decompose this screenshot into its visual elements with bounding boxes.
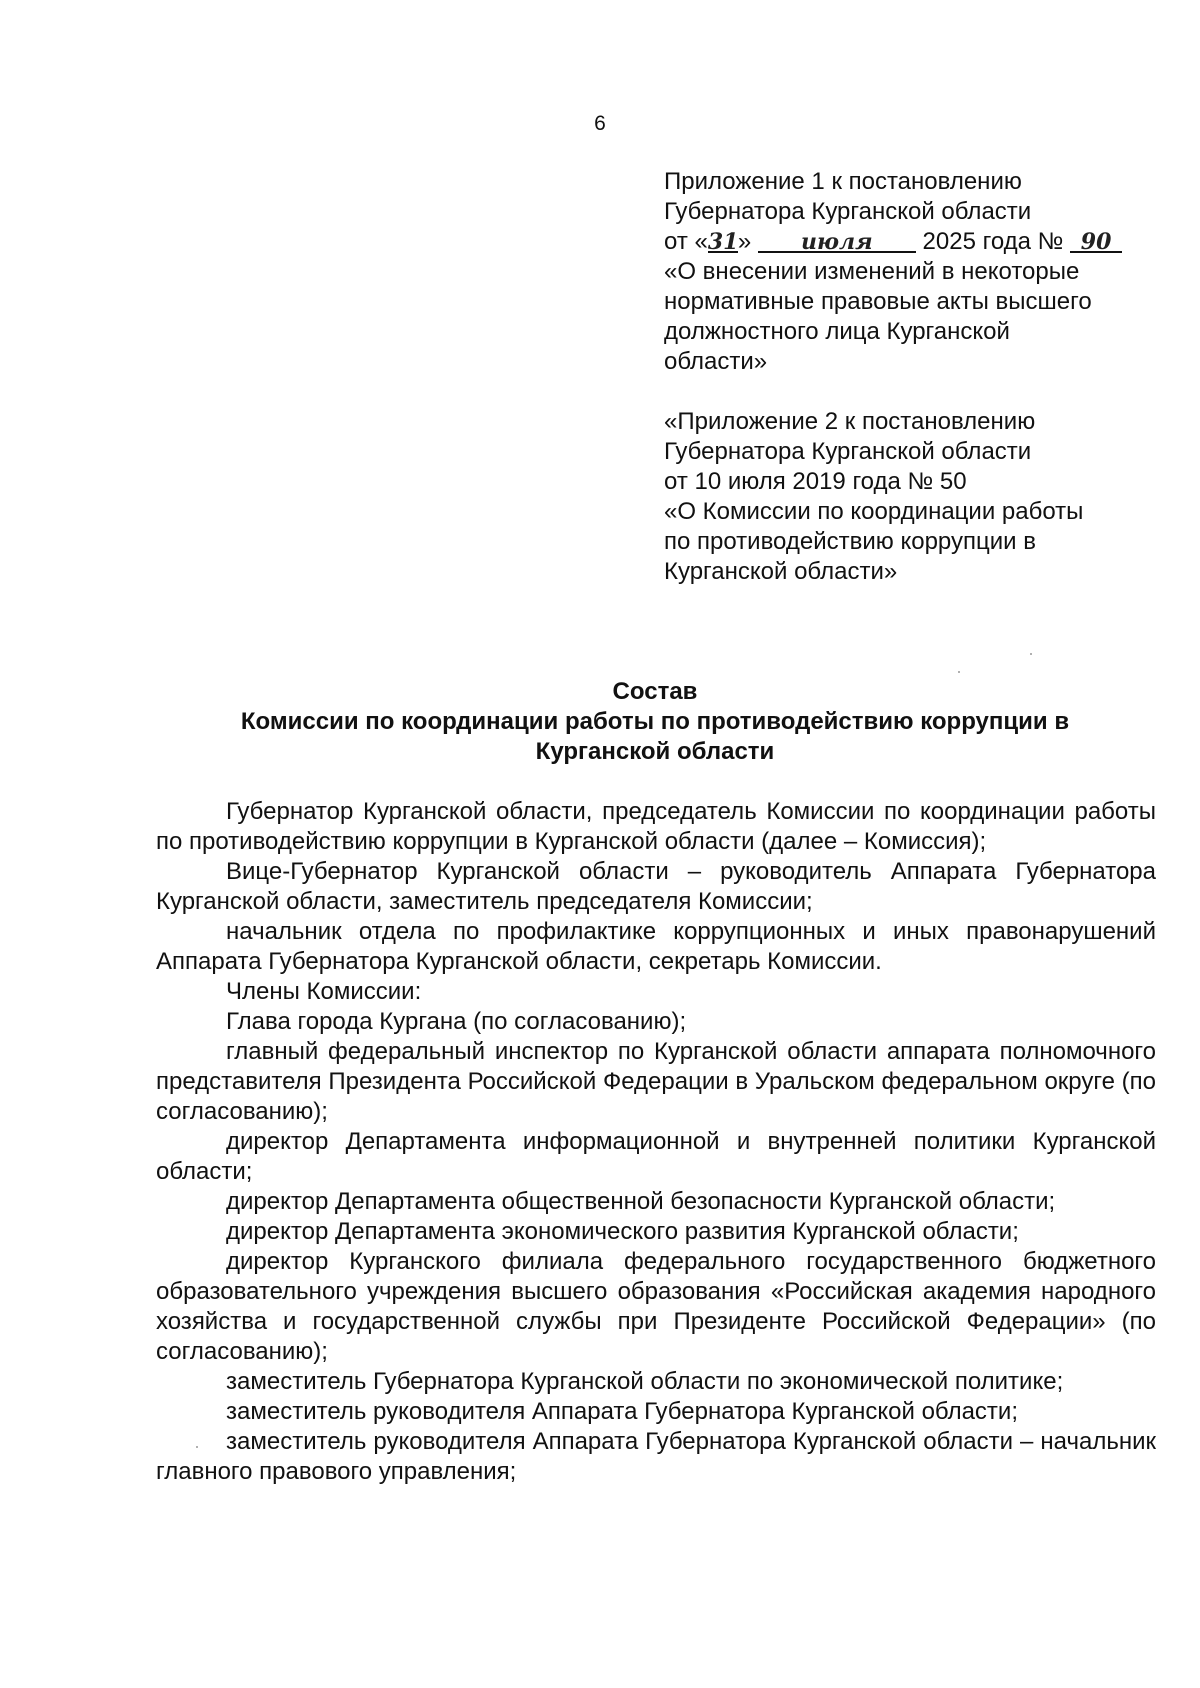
list-item: заместитель Губернатора Курганской области по экономической политике; <box>226 1368 1064 1395</box>
appendix-2-line-3: от 10 июля 2019 года № 50 <box>664 468 967 495</box>
heading-subtitle-end: Курганской области <box>535 738 775 765</box>
appendix-2-line-4: «О Комиссии по координации работы <box>664 498 1084 525</box>
date-day-handwritten: 31 <box>707 229 739 255</box>
document-heading <box>150 677 1160 767</box>
appendix-1-line-1: Приложение 1 к постановлению <box>664 168 1022 195</box>
appendix-2-line-6: Курганской области» <box>664 558 898 585</box>
document-number-handwritten: 90 <box>1080 229 1112 255</box>
scan-speck <box>958 671 960 673</box>
appendix-1-date-line <box>664 227 1134 257</box>
list-item: директор Курганского филиала федерального государственного бюджетного образовательного учреждения высшего образования «Российская академия народного хозяйства и государственной службы при Президенте Российской Федерации» (по согласованию); <box>156 1248 1156 1365</box>
list-item: директор Департамента общественной безопасности Курганской области; <box>226 1188 1056 1215</box>
members-label: Члены Комиссии: <box>226 978 422 1005</box>
appendix-1-header <box>664 167 1134 377</box>
appendix-2-line-1: «Приложение 2 к постановлению <box>664 408 1036 435</box>
appendix-1-line-4: «О внесении изменений в некоторые <box>664 258 1080 285</box>
list-item-secretary: начальник отдела по профилактике коррупционных и иных правонарушений Аппарата Губернатора Курганской области, секретарь Комиссии. <box>156 918 1156 975</box>
scan-speck <box>1030 653 1032 655</box>
date-day-field <box>708 227 738 253</box>
date-year: 2025 года № <box>915 228 1071 255</box>
list-item: главный федеральный инспектор по Курганской области аппарата полномочного представителя Президента Российской Федерации в Уральском федеральном округе (по согласованию); <box>156 1038 1156 1125</box>
list-item-chairman: Губернатор Курганской области, председатель Комиссии по координации работы по противодействию коррупции в Курганской области (далее – Комиссия); <box>156 798 1156 855</box>
list-item: заместитель руководителя Аппарата Губернатора Курганской области; <box>226 1398 1018 1425</box>
date-month-handwritten: июля <box>801 229 873 255</box>
list-item: заместитель руководителя Аппарата Губернатора Курганской области – начальник главного правового управления; <box>156 1428 1156 1485</box>
list-item: директор Департамента экономического развития Курганской области; <box>226 1218 1019 1245</box>
date-month-field <box>758 227 916 253</box>
list-item: директор Департамента информационной и внутренней политики Курганской области; <box>156 1128 1156 1185</box>
heading-subtitle: Комиссии по координации работы по противодействию коррупции в <box>240 708 1070 735</box>
list-item-deputy-chairman: Вице-Губернатор Курганской области – руководитель Аппарата Губернатора Курганской области, заместитель председателя Комиссии; <box>156 858 1156 915</box>
date-prefix: от « <box>664 228 708 255</box>
appendix-2-line-5: по противодействию коррупции в <box>664 528 1036 555</box>
document-number-field <box>1070 227 1122 253</box>
page-number: 6 <box>594 112 606 135</box>
appendix-1-line-2: Губернатора Курганской области <box>664 198 1032 225</box>
appendix-2-header <box>664 407 1134 587</box>
appendix-2-line-2: Губернатора Курганской области <box>664 438 1032 465</box>
appendix-1-line-5: нормативные правовые акты высшего <box>664 288 1092 315</box>
date-mid: » <box>737 228 752 255</box>
appendix-1-line-6: должностного лица Курганской <box>664 318 1010 345</box>
list-item: Глава города Кургана (по согласованию); <box>226 1008 687 1035</box>
heading-title: Состав <box>612 678 698 705</box>
scan-speck <box>196 1446 198 1448</box>
appendix-1-line-7: области» <box>664 348 768 375</box>
commission-composition-list <box>156 797 1156 1487</box>
